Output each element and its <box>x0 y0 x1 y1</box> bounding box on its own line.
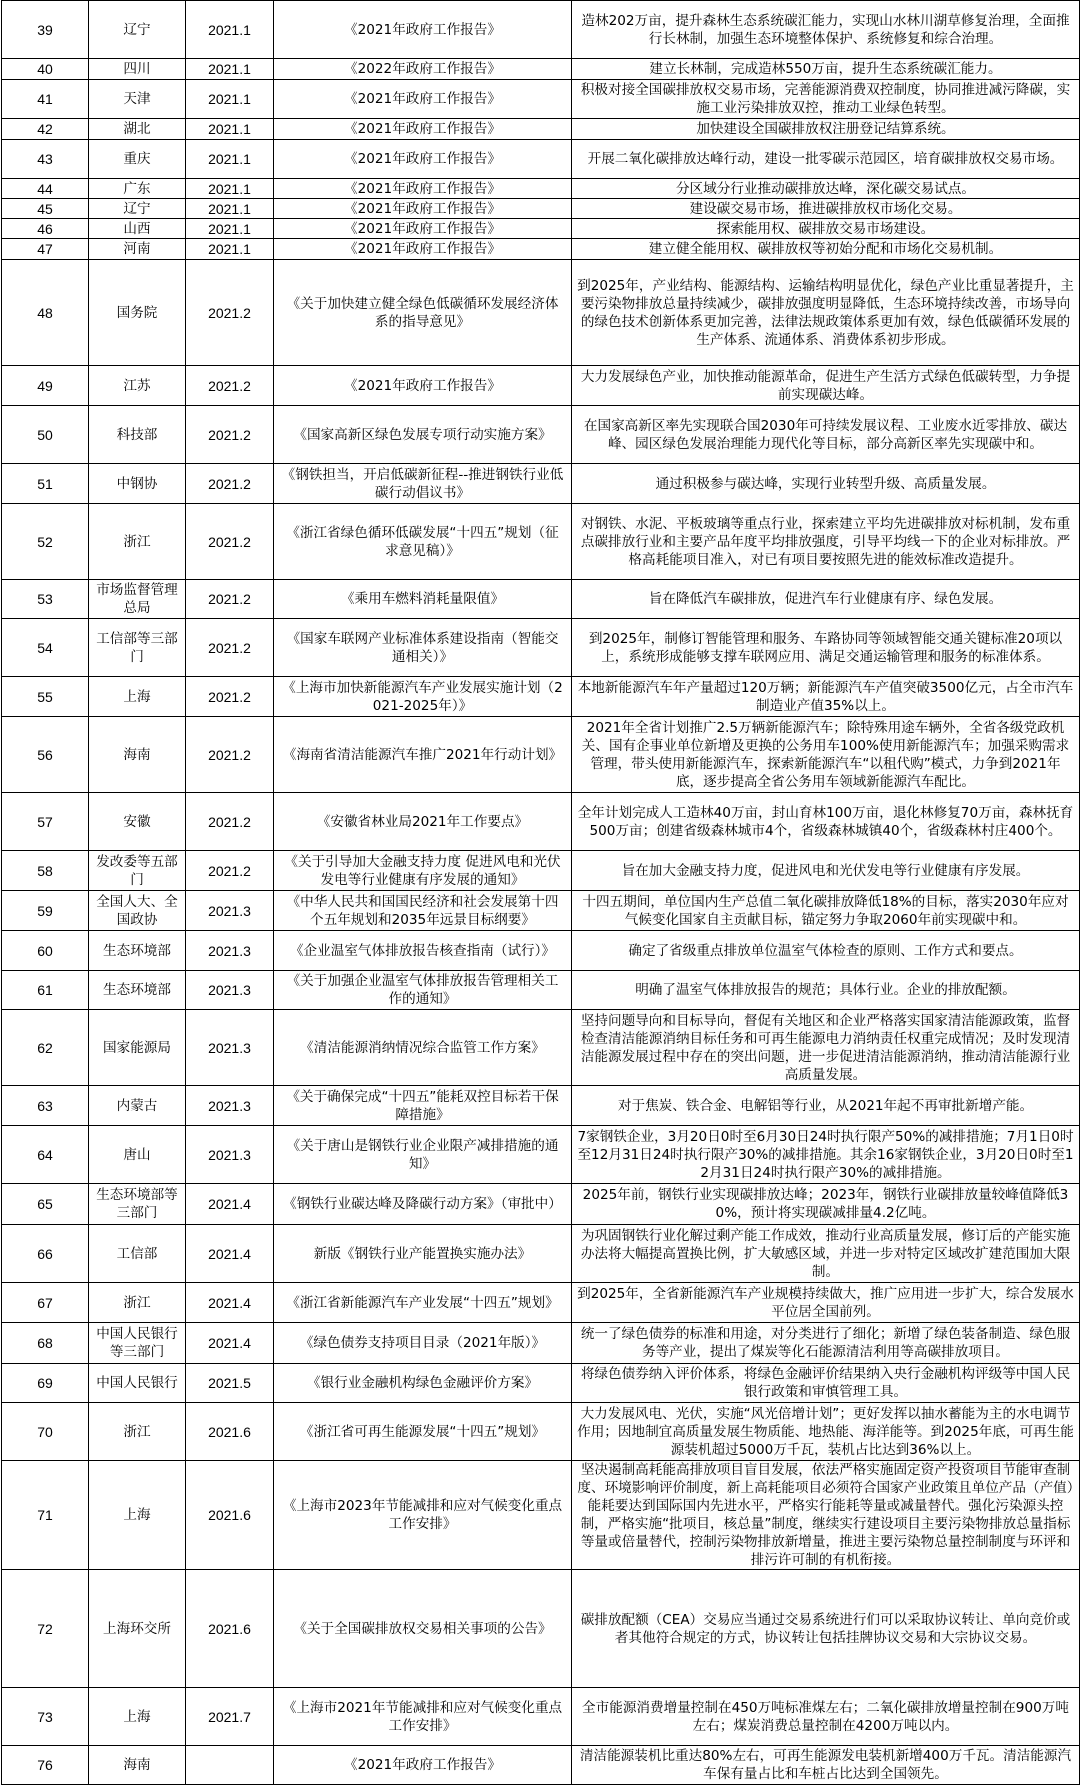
table-row <box>2 1225 1080 1283</box>
content-cell: 建设碳交易市场，推进碳排放权市场化交易。 <box>572 199 1080 219</box>
date-cell: 2021.2 <box>186 793 274 851</box>
content-cell: 对钢铁、水泥、平板玻璃等重点行业，探索建立平均先进碳排放对标机制，发布重点碳排放行业和主要产品年度平均排放强度，引导平均线一下的企业对标排放。严格高耗能项目准入，对已有项目要按照先进的能效标准改造提升。 <box>572 504 1080 580</box>
issuer-cell: 生态环境部 <box>89 931 186 971</box>
issuer-cell: 内蒙古 <box>89 1086 186 1126</box>
policy-table-body <box>2 1 1080 1785</box>
table-row <box>2 619 1080 677</box>
table-row <box>2 851 1080 891</box>
table-row <box>2 580 1080 619</box>
content-cell: 将绿色债券纳入评价体系，将绿色金融评价结果纳入央行金融机构评级等中国人民银行政策和审慎管理工具。 <box>572 1364 1080 1403</box>
date-cell: 2021.1 <box>186 1 274 59</box>
document-title-cell: 《乘用车燃料消耗量限值》 <box>274 580 572 619</box>
date-cell: 2021.2 <box>186 464 274 504</box>
issuer-cell: 国家能源局 <box>89 1010 186 1086</box>
issuer-cell: 中钢协 <box>89 464 186 504</box>
issuer-cell: 辽宁 <box>89 1 186 59</box>
document-title-cell: 《2021年政府工作报告》 <box>274 219 572 239</box>
issuer-cell: 上海环交所 <box>89 1570 186 1688</box>
content-cell: 全市能源消费增量控制在450万吨标准煤左右；二氧化碳排放增量控制在900万吨左右；煤炭消费总量控制在4200万吨以内。 <box>572 1688 1080 1746</box>
date-cell: 2021.6 <box>186 1403 274 1461</box>
issuer-cell: 浙江 <box>89 504 186 580</box>
content-cell: 到2025年，产业结构、能源结构、运输结构明显优化，绿色产业比重显著提升，主要污染物排放总量持续减少，碳排放强度明显降低，生态环境持续改善，市场导向的绿色技术创新体系更加完善，法律法规政策体系更加有效，绿色低碳循环发展的生产体系、流通体系、消费体系初步形成。 <box>572 260 1080 366</box>
row-number: 63 <box>2 1086 89 1126</box>
content-cell: 积极对接全国碳排放权交易市场，完善能源消费双控制度，协同推进减污降碳，实施工业污染排放双控，推动工业绿色转型。 <box>572 80 1080 119</box>
row-number: 70 <box>2 1403 89 1461</box>
issuer-cell: 生态环境部 <box>89 971 186 1010</box>
table-row <box>2 1403 1080 1461</box>
issuer-cell: 全国人大、全国政协 <box>89 891 186 931</box>
row-number: 44 <box>2 179 89 199</box>
content-cell: 探索能用权、碳排放交易市场建设。 <box>572 219 1080 239</box>
table-row <box>2 1184 1080 1225</box>
content-cell: 2025年前，钢铁行业实现碳排放达峰；2023年，钢铁行业碳排放量较峰值降低30%，预计将实现碳减排量4.2亿吨。 <box>572 1184 1080 1225</box>
issuer-cell: 唐山 <box>89 1126 186 1184</box>
issuer-cell: 四川 <box>89 59 186 80</box>
row-number: 55 <box>2 677 89 717</box>
content-cell: 旨在加大金融支持力度，促进风电和光伏发电等行业健康有序发展。 <box>572 851 1080 891</box>
row-number: 46 <box>2 219 89 239</box>
row-number: 60 <box>2 931 89 971</box>
date-cell: 2021.3 <box>186 1126 274 1184</box>
date-cell: 2021.6 <box>186 1461 274 1570</box>
issuer-cell: 国务院 <box>89 260 186 366</box>
document-title-cell: 《浙江省可再生能源发展“十四五”规划》 <box>274 1403 572 1461</box>
table-row <box>2 1 1080 59</box>
document-title-cell: 《关于全国碳排放权交易相关事项的公告》 <box>274 1570 572 1688</box>
row-number: 50 <box>2 406 89 464</box>
document-title-cell: 新版《钢铁行业产能置换实施办法》 <box>274 1225 572 1283</box>
document-title-cell: 《浙江省绿色循环低碳发展“十四五”规划（征求意见稿）》 <box>274 504 572 580</box>
issuer-cell: 工信部等三部门 <box>89 619 186 677</box>
table-row <box>2 260 1080 366</box>
table-row <box>2 1010 1080 1086</box>
document-title-cell: 《国家高新区绿色发展专项行动实施方案》 <box>274 406 572 464</box>
row-number: 66 <box>2 1225 89 1283</box>
issuer-cell: 工信部 <box>89 1225 186 1283</box>
date-cell: 2021.1 <box>186 119 274 140</box>
date-cell: 2021.3 <box>186 891 274 931</box>
content-cell: 确定了省级重点排放单位温室气体检查的原则、工作方式和要点。 <box>572 931 1080 971</box>
issuer-cell: 上海 <box>89 677 186 717</box>
row-number: 61 <box>2 971 89 1010</box>
document-title-cell: 《上海市加快新能源汽车产业发展实施计划（2021-2025年）》 <box>274 677 572 717</box>
content-cell: 2021年全省计划推广2.5万辆新能源汽车；除特殊用途车辆外，全省各级党政机关、国有企事业单位新增及更换的公务用车100%使用新能源汽车；加强采购需求管理，带头使用新能源汽车，探索新能源汽车“以租代购”模式，力争到2021年底，逐步提高全省公务用车领域新能源汽车配比。 <box>572 717 1080 793</box>
date-cell: 2021.2 <box>186 717 274 793</box>
date-cell: 2021.1 <box>186 219 274 239</box>
row-number: 51 <box>2 464 89 504</box>
table-row <box>2 1086 1080 1126</box>
date-cell: 2021.1 <box>186 59 274 80</box>
content-cell: 建立长林制，完成造林550万亩，提升生态系统碳汇能力。 <box>572 59 1080 80</box>
issuer-cell: 发改委等五部门 <box>89 851 186 891</box>
document-title-cell: 《关于引导加大金融支持力度 促进风电和光伏发电等行业健康有序发展的通知》 <box>274 851 572 891</box>
issuer-cell: 辽宁 <box>89 199 186 219</box>
content-cell: 旨在降低汽车碳排放，促进汽车行业健康有序、绿色发展。 <box>572 580 1080 619</box>
content-cell: 开展二氧化碳排放达峰行动，建设一批零碳示范园区，培育碳排放权交易市场。 <box>572 140 1080 179</box>
table-row <box>2 219 1080 239</box>
date-cell: 2021.2 <box>186 580 274 619</box>
table-row <box>2 717 1080 793</box>
content-cell: 大力发展绿色产业，加快推动能源革命，促进生产生活方式绿色低碳转型，力争提前实现碳达峰。 <box>572 366 1080 406</box>
table-row <box>2 891 1080 931</box>
issuer-cell: 科技部 <box>89 406 186 464</box>
issuer-cell: 上海 <box>89 1688 186 1746</box>
issuer-cell: 湖北 <box>89 119 186 140</box>
table-row <box>2 793 1080 851</box>
document-title-cell: 《上海市2023年节能减排和应对气候变化重点工作安排》 <box>274 1461 572 1570</box>
table-row <box>2 1323 1080 1364</box>
issuer-cell: 安徽 <box>89 793 186 851</box>
document-title-cell: 《绿色债券支持项目目录（2021年版）》 <box>274 1323 572 1364</box>
issuer-cell: 市场监督管理总局 <box>89 580 186 619</box>
content-cell: 到2025年，全省新能源汽车产业规模持续做大，推广应用进一步扩大，综合发展水平位居全国前列。 <box>572 1283 1080 1323</box>
content-cell: 在国家高新区率先实现联合国2030年可持续发展议程、工业废水近零排放、碳达峰、园区绿色发展治理能力现代化等目标，部分高新区率先实现碳中和。 <box>572 406 1080 464</box>
table-row <box>2 1126 1080 1184</box>
document-title-cell: 《中华人民共和国国民经济和社会发展第十四个五年规划和2035年远景目标纲要》 <box>274 891 572 931</box>
policy-table <box>1 0 1080 1785</box>
content-cell: 为巩固钢铁行业化解过剩产能工作成效，推动行业高质量发展，修订后的产能实施办法将大幅提高置换比例，扩大敏感区域，并进一步对特定区域改扩建范围加大限制。 <box>572 1225 1080 1283</box>
content-cell: 全年计划完成人工造林40万亩，封山育林100万亩，退化林修复70万亩，森林抚育500万亩；创建省级森林城市4个，省级森林城镇40个，省级森林村庄400个。 <box>572 793 1080 851</box>
document-title-cell: 《2021年政府工作报告》 <box>274 179 572 199</box>
content-cell: 大力发展风电、光伏，实施“风光倍增计划”；更好发挥以抽水蓄能为主的水电调节作用；因地制宜高质量发展生物质能、地热能、海洋能等。到2025年底，可再生能源装机超过5000万千瓦，装机占比达到36%以上。 <box>572 1403 1080 1461</box>
table-row <box>2 179 1080 199</box>
document-title-cell: 《关于唐山是钢铁行业企业限产减排措施的通知》 <box>274 1126 572 1184</box>
document-title-cell: 《钢铁担当，开启低碳新征程--推进钢铁行业低碳行动倡议书》 <box>274 464 572 504</box>
table-row <box>2 140 1080 179</box>
content-cell: 加快建设全国碳排放权注册登记结算系统。 <box>572 119 1080 140</box>
issuer-cell: 海南 <box>89 1746 186 1785</box>
row-number: 67 <box>2 1283 89 1323</box>
content-cell: 对于焦炭、铁合金、电解铝等行业，从2021年起不再审批新增产能。 <box>572 1086 1080 1126</box>
date-cell: 2021.2 <box>186 677 274 717</box>
content-cell: 统一了绿色债券的标准和用途，对分类进行了细化；新增了绿色装备制造、绿色服务等产业，提出了煤炭等化石能源清洁利用等高碳排放项目。 <box>572 1323 1080 1364</box>
document-title-cell: 《2021年政府工作报告》 <box>274 1 572 59</box>
issuer-cell: 中国人民银行 <box>89 1364 186 1403</box>
table-row <box>2 80 1080 119</box>
row-number: 76 <box>2 1746 89 1785</box>
row-number: 49 <box>2 366 89 406</box>
document-title-cell: 《2022年政府工作报告》 <box>274 59 572 80</box>
document-title-cell: 《国家车联网产业标准体系建设指南（智能交通相关）》 <box>274 619 572 677</box>
content-cell: 本地新能源汽车年产量超过120万辆；新能源汽车产值突破3500亿元，占全市汽车制造业产值35%以上。 <box>572 677 1080 717</box>
document-title-cell: 《2021年政府工作报告》 <box>274 366 572 406</box>
issuer-cell: 上海 <box>89 1461 186 1570</box>
document-title-cell: 《清洁能源消纳情况综合监管工作方案》 <box>274 1010 572 1086</box>
date-cell: 2021.3 <box>186 971 274 1010</box>
row-number: 73 <box>2 1688 89 1746</box>
date-cell: 2021.1 <box>186 80 274 119</box>
date-cell: 2021.3 <box>186 1010 274 1086</box>
row-number: 45 <box>2 199 89 219</box>
table-row <box>2 677 1080 717</box>
document-title-cell: 《企业温室气体排放报告核查指南（试行）》 <box>274 931 572 971</box>
date-cell: 2021.3 <box>186 931 274 971</box>
issuer-cell: 中国人民银行等三部门 <box>89 1323 186 1364</box>
date-cell: 2021.3 <box>186 1086 274 1126</box>
date-cell: 2021.4 <box>186 1225 274 1283</box>
date-cell: 2021.2 <box>186 851 274 891</box>
row-number: 43 <box>2 140 89 179</box>
row-number: 47 <box>2 239 89 260</box>
content-cell: 到2025年，制修订智能管理和服务、车路协同等领域智能交通关键标准20项以上，系统形成能够支撑车联网应用、满足交通运输管理和服务的标准体系。 <box>572 619 1080 677</box>
row-number: 57 <box>2 793 89 851</box>
table-row <box>2 239 1080 260</box>
row-number: 72 <box>2 1570 89 1688</box>
table-row <box>2 1364 1080 1403</box>
row-number: 58 <box>2 851 89 891</box>
document-title-cell: 《2021年政府工作报告》 <box>274 80 572 119</box>
row-number: 68 <box>2 1323 89 1364</box>
date-cell: 2021.2 <box>186 504 274 580</box>
table-row <box>2 1570 1080 1688</box>
content-cell: 7家钢铁企业，3月20日0时至6月30日24时执行限产50%的减排措施；7月1日0时至12月31日24时执行限产30%的减排措施。其余16家钢铁企业，3月20日0时至12月31日24时执行限产30%的减排措施。 <box>572 1126 1080 1184</box>
document-title-cell: 《关于加快建立健全绿色低碳循环发展经济体系的指导意见》 <box>274 260 572 366</box>
row-number: 69 <box>2 1364 89 1403</box>
date-cell <box>186 1746 274 1785</box>
date-cell: 2021.2 <box>186 260 274 366</box>
row-number: 48 <box>2 260 89 366</box>
date-cell: 2021.4 <box>186 1323 274 1364</box>
document-title-cell: 《2021年政府工作报告》 <box>274 239 572 260</box>
issuer-cell: 广东 <box>89 179 186 199</box>
issuer-cell: 浙江 <box>89 1283 186 1323</box>
row-number: 52 <box>2 504 89 580</box>
table-row <box>2 119 1080 140</box>
date-cell: 2021.5 <box>186 1364 274 1403</box>
table-row <box>2 1688 1080 1746</box>
content-cell: 明确了温室气体排放报告的规范；具体行业。企业的排放配额。 <box>572 971 1080 1010</box>
row-number: 64 <box>2 1126 89 1184</box>
row-number: 42 <box>2 119 89 140</box>
document-title-cell: 《上海市2021年节能减排和应对气候变化重点工作安排》 <box>274 1688 572 1746</box>
content-cell: 造林202万亩，提升森林生态系统碳汇能力，实现山水林川湖草修复治理，全面推行长林制，加强生态环境整体保护、系统修复和综合治理。 <box>572 1 1080 59</box>
table-row <box>2 366 1080 406</box>
issuer-cell: 河南 <box>89 239 186 260</box>
table-row <box>2 971 1080 1010</box>
row-number: 41 <box>2 80 89 119</box>
document-title-cell: 《关于确保完成“十四五”能耗双控目标若干保障措施》 <box>274 1086 572 1126</box>
date-cell: 2021.7 <box>186 1688 274 1746</box>
date-cell: 2021.2 <box>186 619 274 677</box>
document-title-cell: 《钢铁行业碳达峰及降碳行动方案》（审批中） <box>274 1184 572 1225</box>
issuer-cell: 浙江 <box>89 1403 186 1461</box>
issuer-cell: 重庆 <box>89 140 186 179</box>
date-cell: 2021.4 <box>186 1184 274 1225</box>
issuer-cell: 山西 <box>89 219 186 239</box>
issuer-cell: 生态环境部等三部门 <box>89 1184 186 1225</box>
table-row <box>2 406 1080 464</box>
document-title-cell: 《银行业金融机构绿色金融评价方案》 <box>274 1364 572 1403</box>
row-number: 62 <box>2 1010 89 1086</box>
row-number: 56 <box>2 717 89 793</box>
date-cell: 2021.1 <box>186 179 274 199</box>
date-cell: 2021.6 <box>186 1570 274 1688</box>
content-cell: 通过积极参与碳达峰，实现行业转型升级、高质量发展。 <box>572 464 1080 504</box>
table-row <box>2 504 1080 580</box>
date-cell: 2021.4 <box>186 1283 274 1323</box>
content-cell: 建立健全能用权、碳排放权等初始分配和市场化交易机制。 <box>572 239 1080 260</box>
row-number: 65 <box>2 1184 89 1225</box>
content-cell: 分区域分行业推动碳排放达峰，深化碳交易试点。 <box>572 179 1080 199</box>
issuer-cell: 江苏 <box>89 366 186 406</box>
issuer-cell: 天津 <box>89 80 186 119</box>
row-number: 71 <box>2 1461 89 1570</box>
content-cell: 十四五期间，单位国内生产总值二氧化碳排放降低18%的目标，落实2030年应对气候变化国家自主贡献目标，锚定努力争取2060年前实现碳中和。 <box>572 891 1080 931</box>
content-cell: 坚持问题导向和目标导向，督促有关地区和企业严格落实国家清洁能源政策，监督检查清洁能源消纳目标任务和可再生能源电力消纳责任权重完成情况；及时发现清洁能源发展过程中存在的突出问题，进一步促进清洁能源消纳，推动清洁能源行业高质量发展。 <box>572 1010 1080 1086</box>
document-title-cell: 《2021年政府工作报告》 <box>274 1746 572 1785</box>
date-cell: 2021.1 <box>186 239 274 260</box>
row-number: 53 <box>2 580 89 619</box>
document-title-cell: 《关于加强企业温室气体排放报告管理相关工作的通知》 <box>274 971 572 1010</box>
row-number: 40 <box>2 59 89 80</box>
table-row <box>2 1746 1080 1785</box>
content-cell: 碳排放配额（CEA）交易应当通过交易系统进行们可以采取协议转让、单向竞价或者其他符合规定的方式，协议转让包括挂牌协议交易和大宗协议交易。 <box>572 1570 1080 1688</box>
row-number: 54 <box>2 619 89 677</box>
document-title-cell: 《海南省清洁能源汽车推广2021年行动计划》 <box>274 717 572 793</box>
table-row <box>2 464 1080 504</box>
document-title-cell: 《安徽省林业局2021年工作要点》 <box>274 793 572 851</box>
table-row <box>2 199 1080 219</box>
document-title-cell: 《2021年政府工作报告》 <box>274 199 572 219</box>
row-number: 59 <box>2 891 89 931</box>
document-title-cell: 《2021年政府工作报告》 <box>274 119 572 140</box>
date-cell: 2021.1 <box>186 199 274 219</box>
date-cell: 2021.1 <box>186 140 274 179</box>
table-row <box>2 1461 1080 1570</box>
date-cell: 2021.2 <box>186 406 274 464</box>
issuer-cell: 海南 <box>89 717 186 793</box>
row-number: 39 <box>2 1 89 59</box>
content-cell: 坚决遏制高耗能高排放项目盲目发展，依法严格实施固定资产投资项目节能审查制度、环境影响评价制度，新上高耗能项目必须符合国家产业政策且单位产品（产值）能耗要达到国际国内先进水平，严格实行能耗等量或减量替代。强化污染源头控制，严格实施“批项目，核总量”制度，继续实行建设项目主要污染物排放总量指标等量或倍量替代，控制污染物排放新增量，推进主要污染物总量控制制度与环评和排污许可制的有机衔接。 <box>572 1461 1080 1570</box>
table-row <box>2 931 1080 971</box>
table-row <box>2 1283 1080 1323</box>
content-cell: 清洁能源装机比重达80%左右，可再生能源发电装机新增400万千瓦。清洁能源汽车保有量占比和车桩占比达到全国领先。 <box>572 1746 1080 1785</box>
table-row <box>2 59 1080 80</box>
document-title-cell: 《浙江省新能源汽车产业发展“十四五”规划》 <box>274 1283 572 1323</box>
date-cell: 2021.2 <box>186 366 274 406</box>
document-title-cell: 《2021年政府工作报告》 <box>274 140 572 179</box>
